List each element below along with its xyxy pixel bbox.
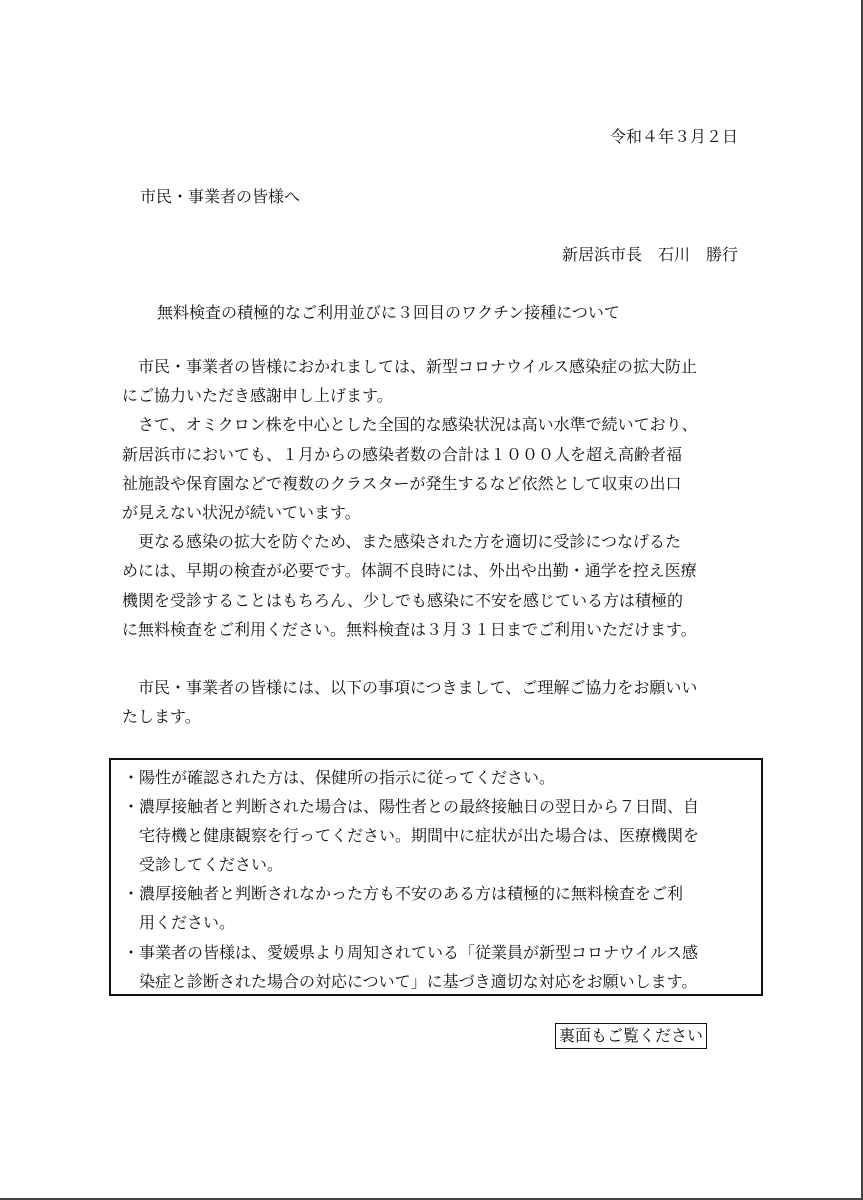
letter-subject: 無料検査の積極的なご利用並びに３回目のワクチン接種について [157,303,620,322]
notice-item-continued: 受診してください。 [123,855,284,875]
notice-item-continued: 宅待機と健康観察を行ってください。期間中に症状が出た場合は、医療機関を [123,826,700,846]
body-line: 市民・事業者の皆様には、以下の事項につきまして、ご理解ご協力をお願いい [122,678,698,697]
body-line: 新居浜市においても、１月からの感染者数の合計は１０００人を超え高齢者福 [122,444,683,464]
body-line: さて、オミクロン株を中心とした全国的な感染状況は高い水準で続いており、 [122,415,698,435]
recipient-line: 市民・事業者の皆様へ [140,187,301,206]
notice-item: ・濃厚接触者と判断された場合は、陽性者との最終接触日の翌日から７日間、自 [123,797,700,817]
body-line: 祉施設や保育園などで複数のクラスターが発生するなど依然として収束の出口 [122,473,682,493]
notice-box [109,758,763,996]
notice-item-continued: 染症と診断された場合の対応について」に基づき適切な対応をお願いします。 [123,971,698,991]
notice-item: ・濃厚接触者と判断されなかった方も不安のある方は積極的に無料検査をご利 [123,884,684,904]
body-line: 更なる感染の拡大を防ぐため、また感染された方を適切に受診につなげるた [122,532,682,552]
body-line: が見えない状況が続いています。 [122,502,361,522]
see-reverse-note: 裏面もご覧ください [555,1023,707,1049]
body-line: めには、早期の検査が必要です。体調不良時には、外出や出勤・通学を控え医療 [122,561,697,581]
notice-list [123,763,757,996]
request-paragraph [122,673,742,731]
body-line: たします。 [122,707,201,727]
body-line: にご協力いただき感謝申し上げます。 [122,386,393,406]
notice-item: ・陽性が確認された方は、保健所の指示に従ってください。 [123,768,556,787]
body-line: 機関を受診することはもちろん、少しでも感染に不安を感じている方は積極的 [122,590,683,610]
body-paragraphs [122,352,742,644]
body-line: に無料検査をご利用ください。無料検査は３月３１日までご利用いただけます。 [122,619,697,639]
letter-date: 令和４年３月２日 [609,127,738,146]
sender-signature: 新居浜市長 石川 勝行 [561,245,738,264]
body-line: 市民・事業者の皆様におかれましては、新型コロナウイルス感染症の拡大防止 [122,357,698,376]
notice-item: ・事業者の皆様は、愛媛県より周知されている「従業員が新型コロナウイルス感 [123,942,699,962]
notice-item-continued: 用ください。 [123,913,236,933]
